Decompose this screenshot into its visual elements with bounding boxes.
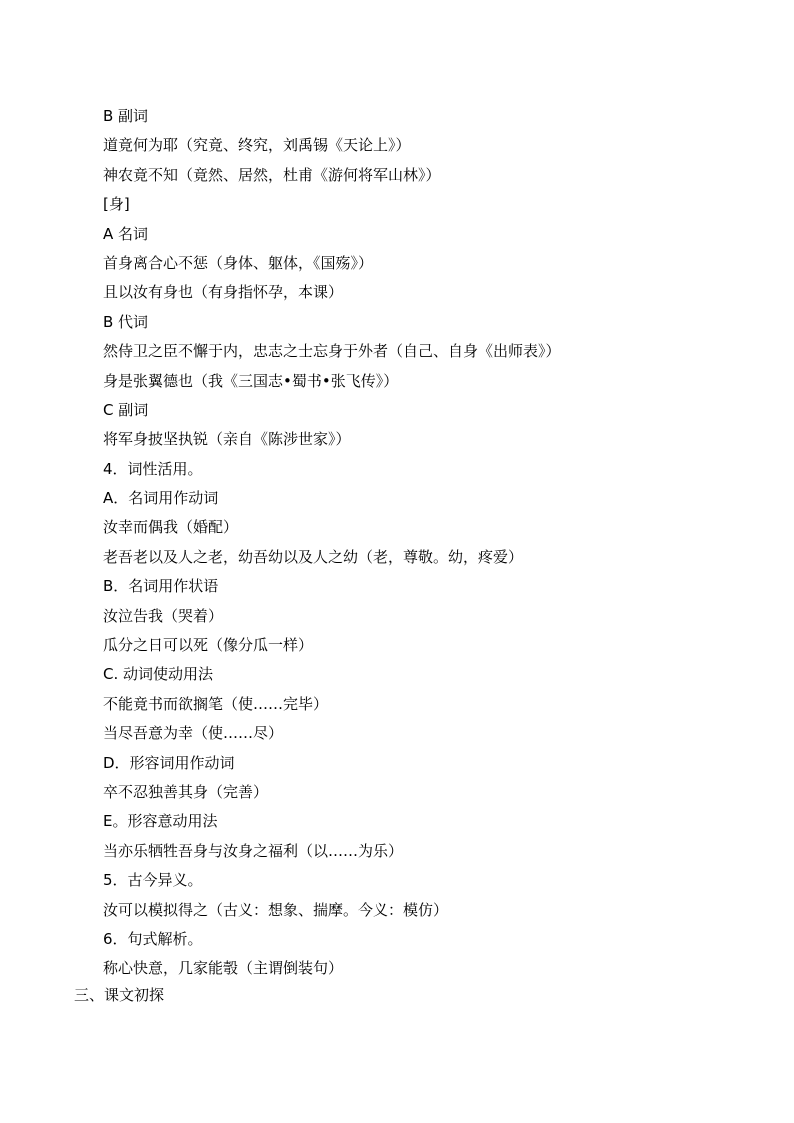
text-line: 当尽吾意为幸（使……尽） (103, 724, 284, 743)
text-line: 4．词性活用。 (103, 459, 203, 478)
document-body (103, 102, 723, 984)
text-line: [身] (103, 195, 130, 214)
text-line: 身是张翼德也（我《三国志•蜀书•张飞传》） (103, 371, 399, 390)
text-line: 汝可以模拟得之（古义：想象、揣摩。今义：模仿） (103, 900, 449, 919)
text-line: 5．古今异义。 (103, 871, 203, 890)
text-line: 瓜分之日可以死（像分瓜一样） (103, 636, 314, 655)
text-line: 当亦乐牺牲吾身与汝身之福利（以……为乐） (103, 841, 404, 860)
text-line: B 代词 (103, 312, 149, 331)
text-line: 首身离合心不惩（身体、躯体，《国殇》） (103, 253, 374, 272)
text-line: B 副词 (103, 107, 149, 125)
text-line: 不能竟书而欲搁笔（使……完毕） (103, 694, 329, 713)
text-line: 汝泣告我（哭着） (103, 606, 224, 625)
text-line: 将军身披坚执锐（亲自《陈涉世家》） (103, 430, 351, 449)
text-line: C 副词 (103, 400, 149, 419)
text-line: 然侍卫之臣不懈于内，忠志之士忘身于外者（自己、自身《出师表》） (103, 342, 561, 361)
text-line: 称心快意，几家能彀（主谓倒装句） (103, 959, 344, 978)
text-line: 6．句式解析。 (103, 929, 203, 948)
text-line: C. 动词使动用法 (103, 665, 214, 684)
text-line: 老吾老以及人之老，幼吾幼以及人之幼（老，尊敬。幼，疼爱） (103, 547, 524, 566)
text-line: A．名词用作动词 (103, 489, 219, 508)
text-line: E。形容意动用法 (103, 812, 218, 831)
text-line: 且以汝有身也（有身指怀孕，本课） (103, 283, 344, 302)
text-line: B．名词用作状语 (103, 577, 219, 596)
text-line: 汝幸而偶我（婚配） (103, 518, 239, 537)
text-line: 道竟何为耶（究竟、终究，刘禹锡《天论上》） (103, 136, 411, 155)
text-line: 神农竟不知（竟然、居然，杜甫《游何将军山林》） (103, 165, 441, 184)
text-line: 卒不忍独善其身（完善） (103, 782, 269, 801)
section-heading: 三、课文初探 (74, 986, 165, 1004)
text-line: A 名词 (103, 224, 149, 243)
text-line: D．形容词用作动词 (103, 753, 235, 772)
